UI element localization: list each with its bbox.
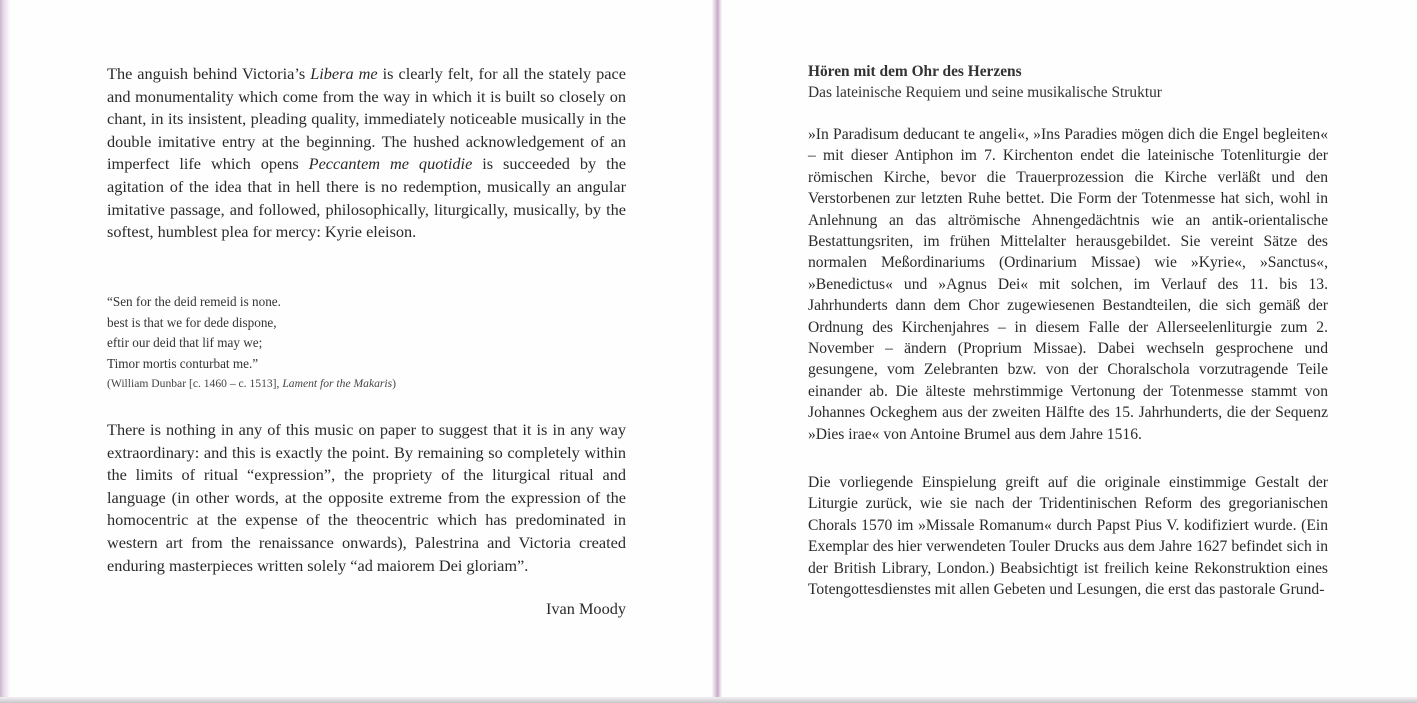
quote-citation bbox=[107, 377, 567, 390]
paragraph-ritual-expression: There is nothing in any of this music on paper to suggest that it is in any way extraordinary: and this is exactly the point. By remaining so completely within the limits of ritual “expression”, the propriety of the liturgical ritual and language (in other words, at the opposite extreme from the expression of the homocentric at the expense of the theocentric which has predominated in western art from the renaissance onwards), Palestrina and Victoria created enduring masterpieces written solely “ad maiorem Dei gloriam”. bbox=[107, 420, 626, 575]
author-signature: Ivan Moody bbox=[545, 599, 626, 618]
quote-line: Timor mortis conturbat me.” bbox=[107, 355, 259, 371]
section-subtitle: Das lateinische Requiem und seine musikalische Struktur bbox=[808, 84, 1162, 101]
citation-text: (William Dunbar [c. 1460 – c. 1513], bbox=[107, 377, 283, 390]
italic-title: Peccantem me quotidie bbox=[308, 154, 473, 174]
text-run: is succeeded by the agitation of the idea that in hell there is no redemption, musically an angular imitative passage, and followed, philosophically, liturgically, musically, by the softest, humblest plea for mercy: Kyrie eleison. bbox=[107, 154, 627, 242]
paragraph-einspielung: Die vorliegende Einspielung greift auf die originale einstimmige Gestalt der Liturgie zurück, wie sie nach der Tridentinischen Reform des gregorianischen Chorals 1570 im »Missale Romanum« durch Papst Pius V. kodifiziert wurde. (Ein Exemplar des hier verwendeten Touler Drucks aus dem Jahre 1627 befindet sich in der British Library, London.) Beabsichtigt ist freilich keine Rekonstruktion eines Totengottesdienstes mit allen Gebeten und Lesungen, die erst das pastorale Grund- bbox=[808, 474, 1328, 599]
citation-text: ) bbox=[392, 377, 397, 390]
bottom-edge bbox=[0, 697, 1417, 703]
text-run: is clearly felt, for all the stately pace and monumentality which come from the way in which it is built so closely on chant, in its insistent, pleading quality, immediately noticeable musically in the double imitative entry at the beginning. The hushed acknowledgement of an imperfect life which opens bbox=[107, 64, 626, 174]
quote-line: best is that we for dede dispone, bbox=[107, 314, 277, 330]
quote-line: “Sen for the deid remeid is none. bbox=[107, 294, 281, 309]
text-run: The anguish behind Victoria’s bbox=[107, 64, 311, 83]
book-spine bbox=[712, 0, 722, 703]
poem-quote bbox=[107, 292, 527, 374]
page-edge-shadow bbox=[0, 0, 10, 703]
paragraph-libera-me bbox=[107, 63, 626, 244]
section-title: Hören mit dem Ohr des Herzens bbox=[808, 63, 1022, 80]
citation-title: Lament for the Makaris bbox=[282, 377, 393, 390]
quote-line: eftir our deid that lif may we; bbox=[107, 335, 263, 350]
italic-title: Libera me bbox=[310, 64, 378, 83]
paragraph-in-paradisum: »In Paradisum deducant te angeli«, »Ins Paradies mögen dich die Engel begleiten« – mit dieser Antiphon im 7. Kirchenton endet die lateinische Totenliturgie der römischen Kirche, bevor die Trauerprozession die Kirche verläßt und den Verstorbenen zur letzten Ruhe bettet. Die Form der Totenmesse hat sich, wohl in Anlehnung an das altrömische Ahnengedächtnis wie an antik-orientalische Bestattungsriten, im frühen Mittelalter herausgebildet. Sie vereint Sätze des normalen Meßordinariums (Ordinarium Missae) wie »Kyrie«, »Sanctus«, »Benedictus« und »Agnus Dei« mit solchen, im Verlauf des 11. bis 13. Jahrhunderts dann dem Chor zugewiesenen Bestandteilen, die sich gemäß der Ordnung des Kirchenjahres – in diesem Falle der Allerseelenliturgie zum 2. November – ändern (Proprium Missae). Dabei wechseln gesprochene und gesungene, vom Zelebranten bzw. von der Choralschola vorzutragende Teile einander ab. Die älteste mehrstimmige Vertonung der Totenmesse stammt von Johannes Ockeghem aus der zweiten Hälfte des 15. Jahrhunderts, die der Sequenz »Dies irae« von Antoine Brumel aus dem Jahre 1516. bbox=[808, 126, 1328, 443]
